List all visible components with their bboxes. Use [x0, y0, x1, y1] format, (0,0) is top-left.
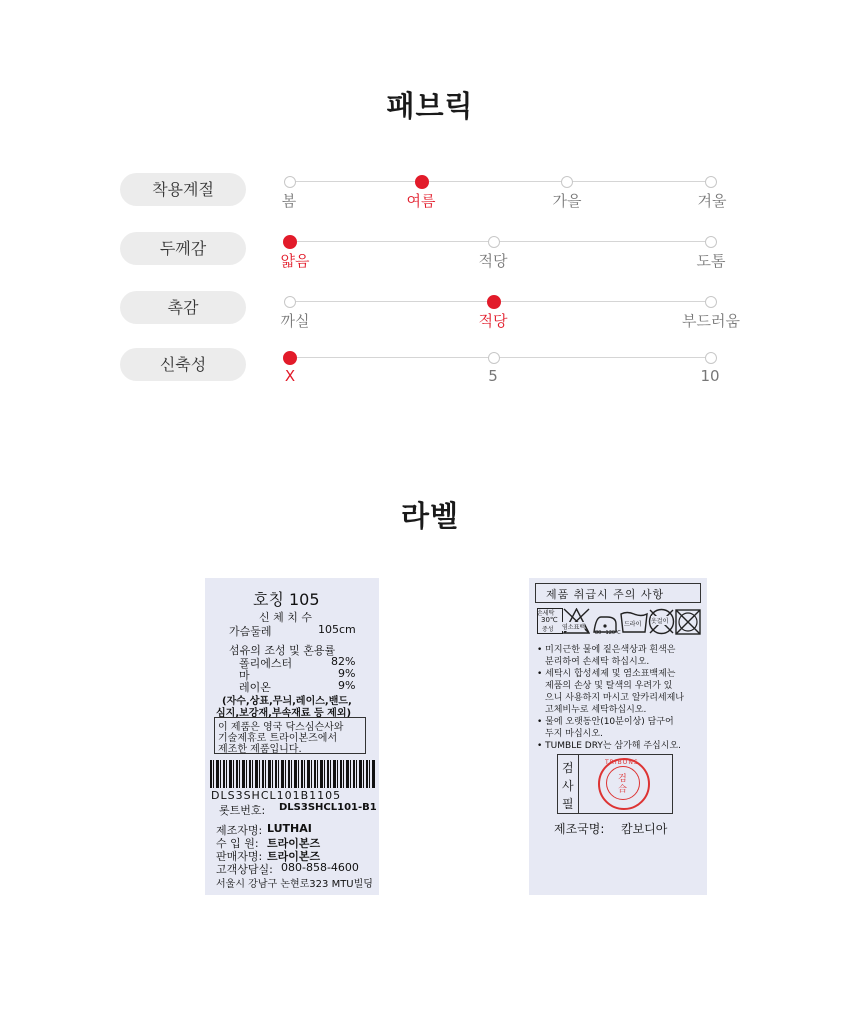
season-dot-spring[interactable]: [284, 176, 296, 188]
fiber-pct-2: 9%: [338, 679, 356, 692]
season-option-fall: 가을: [552, 192, 582, 210]
no-wring-icon: [675, 609, 701, 635]
size-composition-tag: [205, 578, 379, 895]
season-option-winter: 겨울: [697, 192, 727, 210]
care-note-4: 으니 사용하지 마시고 알카리세제나: [545, 693, 684, 703]
thickness-option-thick: 도톰: [696, 252, 726, 270]
row-label-season: 착용계절: [120, 173, 246, 206]
address: 서울시 강남구 논현로323 MTU빌딩: [216, 879, 373, 890]
texture-option-soft: 부드러움: [682, 312, 740, 330]
importer-label: 수 입 원:: [216, 837, 259, 850]
thickness-option-thin: 얇음: [280, 252, 310, 270]
season-dot-summer[interactable]: [415, 175, 429, 189]
size-title: 호칭 105: [253, 590, 320, 609]
row-label-thickness: 두께감: [120, 232, 246, 265]
bleach-icon-text: 염소표백: [562, 624, 586, 631]
care-note-7: 두지 마십시오.: [545, 729, 603, 739]
body-size-heading: 신 체 치 수: [259, 611, 312, 624]
stretch-dot-10[interactable]: [705, 352, 717, 364]
lot-value: DLS3SHCL101-B1: [279, 802, 377, 813]
inspection-char-0: 검: [562, 761, 574, 775]
season-option-summer: 여름: [406, 192, 436, 210]
season-track: [289, 181, 710, 182]
care-instructions-tag: [529, 578, 707, 895]
origin-value: 캄보디아: [621, 822, 668, 836]
care-heading: 제품 취급시 주의 사항: [546, 588, 665, 601]
texture-dot-medium[interactable]: [487, 295, 501, 309]
fiber-name-0: 폴리에스터: [239, 657, 293, 670]
chest-value: 105cm: [318, 623, 356, 636]
stretch-option-10: 10: [700, 367, 720, 385]
notice-box: [214, 717, 366, 754]
importer-value: 트라이본즈: [267, 837, 321, 850]
inspection-char-2: 필: [562, 797, 574, 811]
season-option-spring: 봄: [281, 192, 297, 210]
wash-30-icon: [537, 608, 563, 634]
cs-label: 고객상담실:: [216, 863, 273, 876]
care-note-8: • TUMBLE DRY는 삼가해 주십시오.: [537, 741, 681, 751]
care-note-0: • 미지근한 물에 짙은색상과 흰색은: [537, 645, 676, 655]
notice-line-1: 이 제품은 영국 닥스심슨사와: [218, 722, 344, 733]
iron-icon-text: 80~120℃: [595, 630, 621, 636]
stretch-dot-none[interactable]: [283, 351, 297, 365]
thickness-dot-thin[interactable]: [283, 235, 297, 249]
inspection-box: [557, 754, 673, 814]
wash-icon-temp: 30℃: [541, 616, 558, 624]
inspection-char-1: 사: [562, 779, 574, 793]
tumble-icon-text: 옷걸이: [651, 618, 669, 625]
season-dot-fall[interactable]: [561, 176, 573, 188]
row-label-texture: 촉감: [120, 291, 246, 324]
care-note-2: • 세탁시 합성세제 및 염소표백제는: [537, 669, 676, 679]
care-note-6: • 물에 오랫동안(10분이상) 담구어: [537, 717, 674, 727]
texture-dot-rough[interactable]: [284, 296, 296, 308]
wash-icon-sub: 중성: [542, 626, 554, 633]
stamp-center-2: 合: [618, 785, 628, 795]
lot-label: 롯트번호:: [219, 804, 266, 817]
stretch-dot-5[interactable]: [488, 352, 500, 364]
exclusion-line-2: 심지,보강재,부속재료 등 제외): [216, 708, 352, 719]
notice-line-3: 제조한 제품입니다.: [218, 744, 302, 755]
origin-label: 제조국명:: [554, 822, 605, 836]
care-note-3: 제품의 손상 및 탈색의 우려가 있: [545, 681, 673, 691]
row-label-stretch: 신축성: [120, 348, 246, 381]
care-note-1: 분리하여 손세탁 하십시오.: [545, 657, 650, 667]
season-dot-winter[interactable]: [705, 176, 717, 188]
stretch-option-none: X: [284, 367, 296, 385]
wash-icon-text: 손세탁: [537, 610, 555, 617]
fiber-pct-1: 9%: [338, 667, 356, 680]
thickness-dot-thick[interactable]: [705, 236, 717, 248]
fabric-title: 패브릭: [386, 89, 474, 123]
exclusion-line-1: (자수,상표,무늬,레이스,밴드,: [222, 696, 352, 707]
stamp-ring-text: TRIBONS: [605, 759, 639, 766]
notice-line-2: 기술제휴로 트라이본즈에서: [218, 733, 338, 744]
fiber-heading: 섬유의 조성 및 혼용률: [229, 644, 336, 657]
seller-value: 트라이본즈: [267, 850, 321, 863]
texture-dot-soft[interactable]: [705, 296, 717, 308]
cs-value: 080-858-4600: [281, 861, 359, 874]
dry-icon-text: 드라이: [624, 621, 642, 628]
barcode-text: DLS3SHCL101B1105: [211, 789, 342, 802]
stamp-center-1: 검: [618, 774, 627, 784]
thickness-dot-medium[interactable]: [488, 236, 500, 248]
stretch-option-5: 5: [488, 367, 498, 385]
fiber-pct-0: 82%: [331, 655, 356, 668]
barcode: [210, 760, 376, 788]
care-note-5: 고체비누로 세탁하십시오.: [545, 705, 647, 715]
seller-label: 판매자명:: [216, 850, 263, 863]
care-heading-box: [535, 583, 701, 603]
thickness-option-medium: 적당: [478, 252, 508, 270]
fiber-name-2: 레이온: [239, 681, 271, 694]
inspection-label-box: [558, 755, 579, 813]
label-title: 라벨: [400, 499, 460, 533]
maker-value: LUTHAI: [267, 822, 312, 835]
texture-option-medium: 적당: [478, 312, 508, 330]
texture-option-rough: 까실: [280, 312, 310, 330]
chest-label: 가슴둘레: [229, 625, 272, 638]
fiber-name-1: 마: [239, 669, 250, 682]
maker-label: 제조자명:: [216, 824, 263, 837]
inspection-stamp: [598, 758, 650, 810]
